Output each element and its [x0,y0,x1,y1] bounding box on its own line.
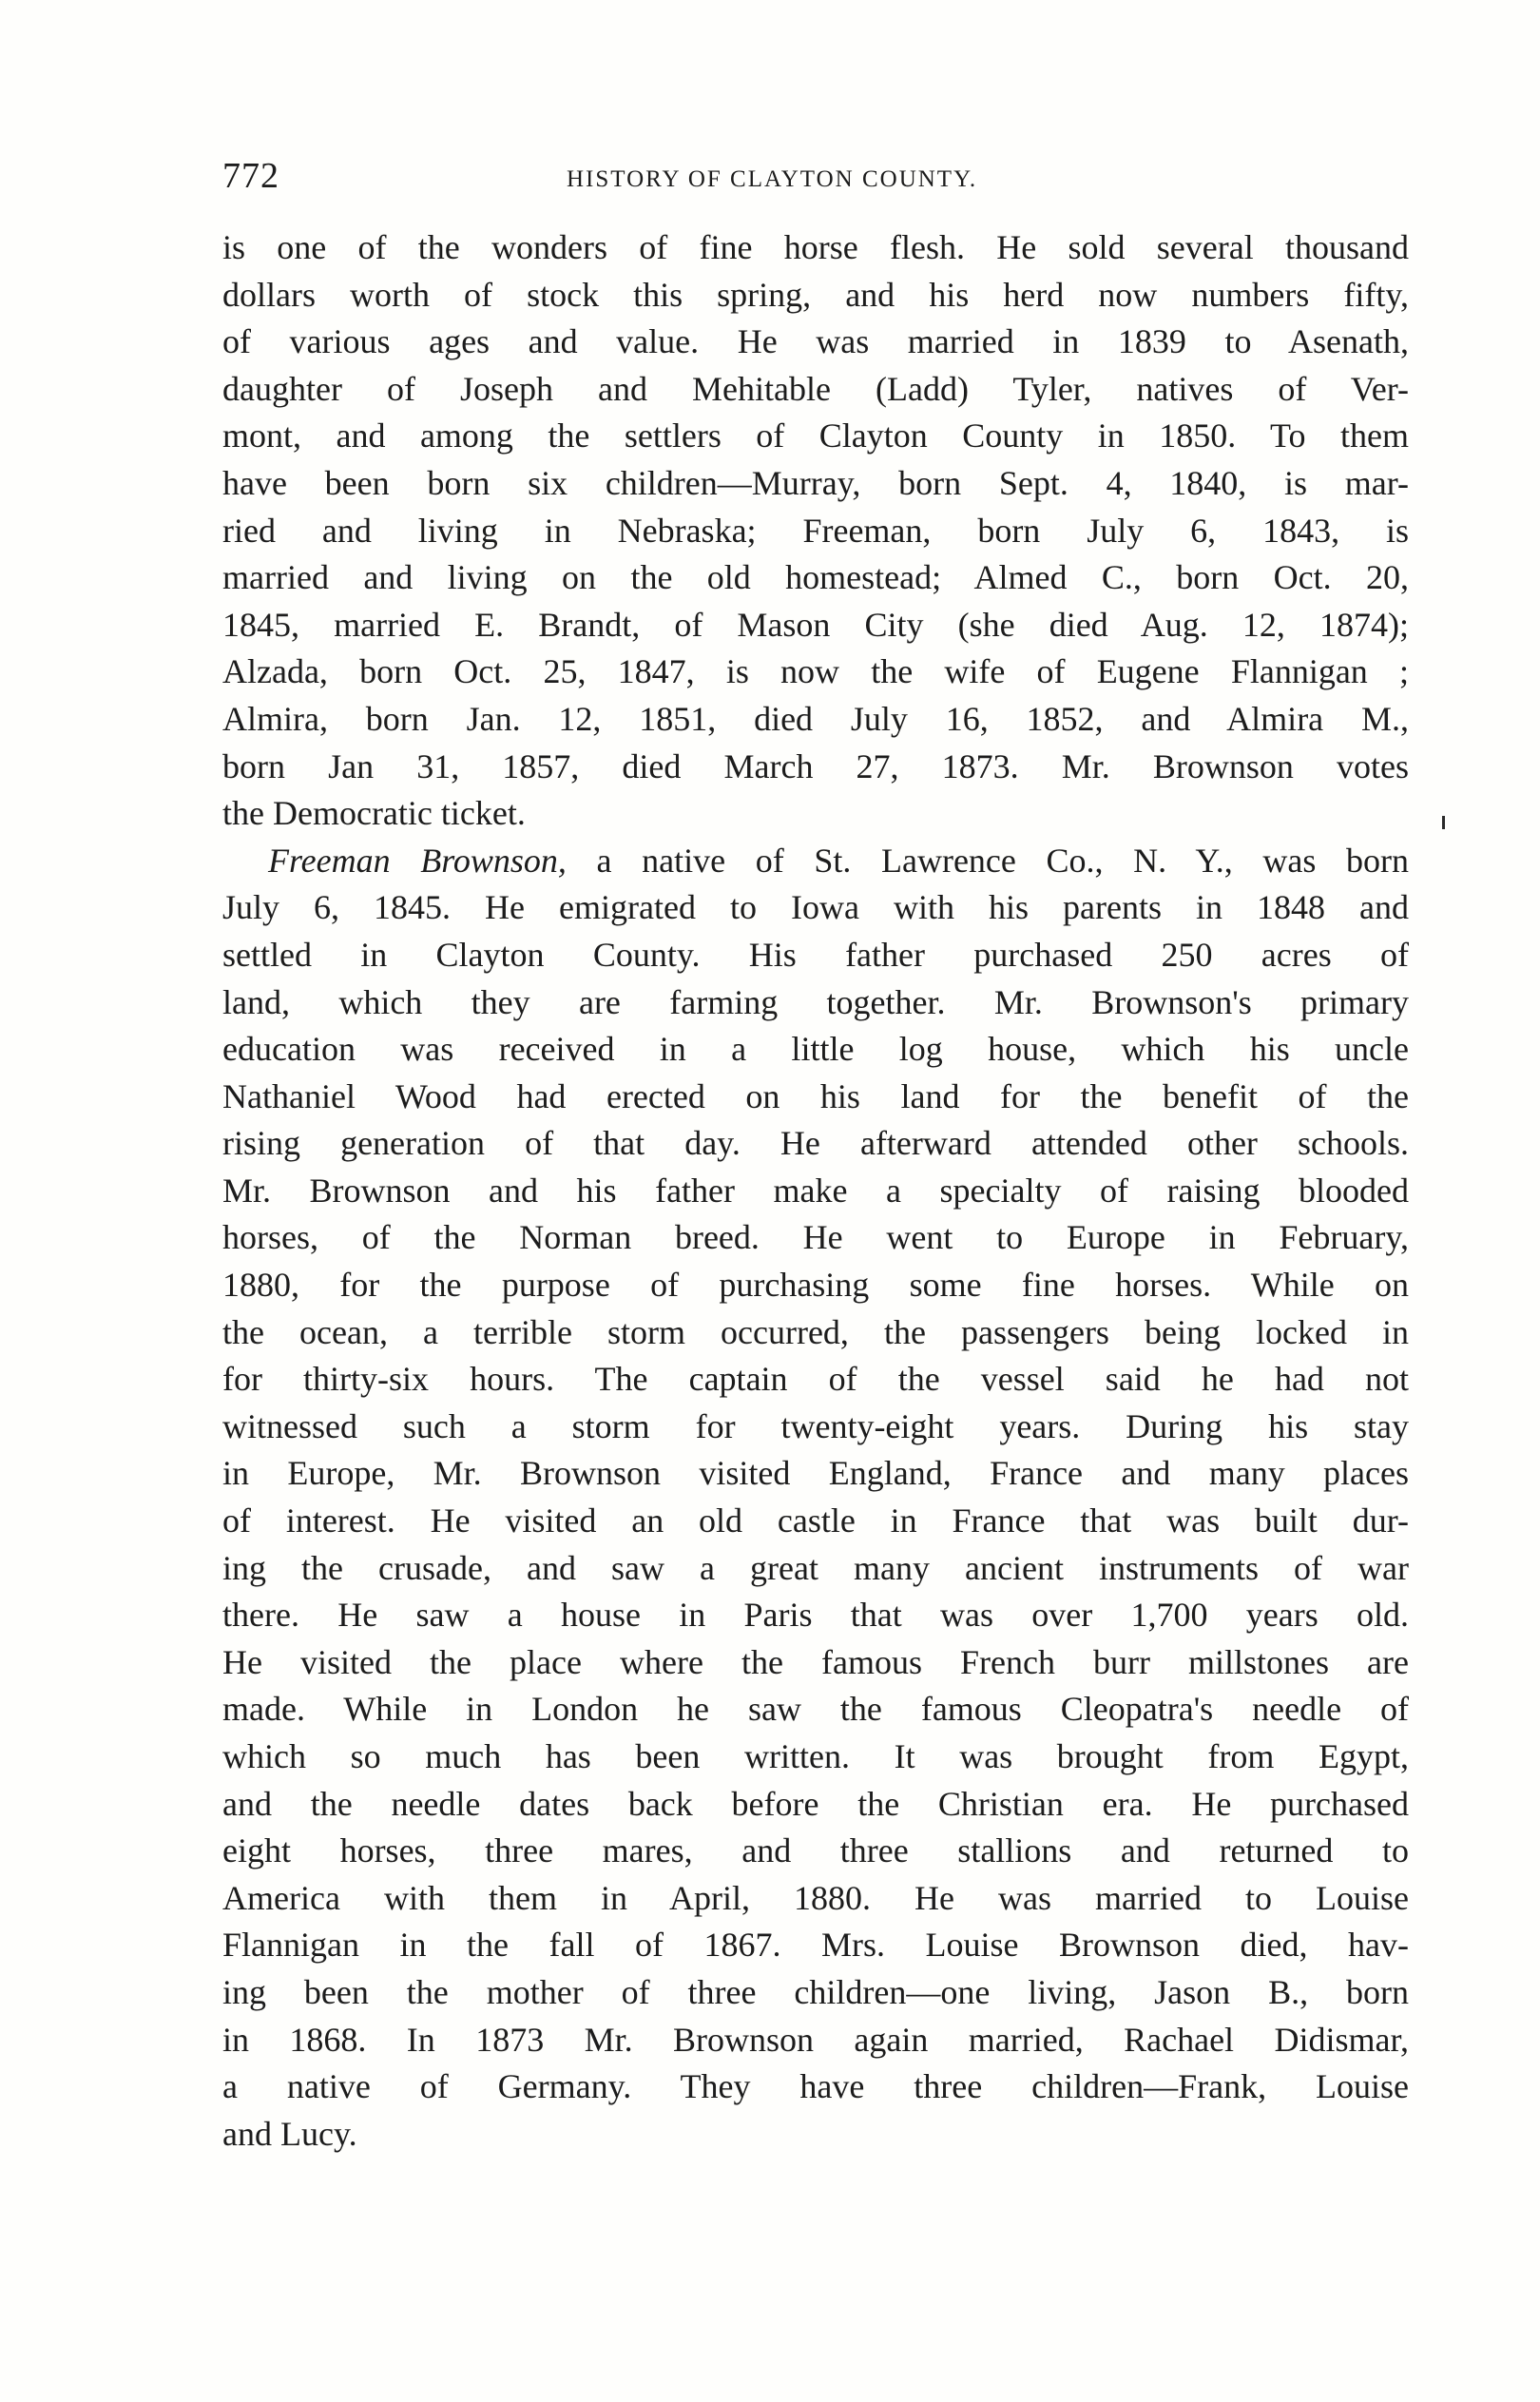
paragraph2-line: July 6, 1845. He emigrated to Iowa with his parents in 1848 and [222,888,1409,927]
paragraph2-line: there. He saw a house in Paris that was over 1,700 years old. [222,1596,1409,1635]
paragraph2-line: in Europe, Mr. Brownson visited England, France and many places [222,1454,1409,1493]
paragraph2-line: horses, of the Norman breed. He went to Europe in February, [222,1218,1409,1257]
paragraph1-line: Alzada, born Oct. 25, 1847, is now the wife of Eugene Flannigan ; [222,652,1409,691]
paragraph2-line: of interest. He visited an old castle in France that was built dur- [222,1501,1409,1540]
paragraph2-line: Flannigan in the fall of 1867. Mrs. Louise Brownson died, hav- [222,1926,1409,1965]
paragraph1-line: daughter of Joseph and Mehitable (Ladd) Tyler, natives of Ver- [222,369,1409,408]
paragraph1-line: Almira, born Jan. 12, 1851, died July 16, 1852, and Almira M., [222,699,1409,738]
paragraph2-line: Mr. Brownson and his father make a specialty of raising blooded [222,1171,1409,1210]
paragraph2-line: which so much has been written. It was brought from Egypt, [222,1737,1409,1775]
paragraph2-line: America with them in April, 1880. He was married to Louise [222,1878,1409,1917]
paragraph2-line: and the needle dates back before the Christian era. He purchased [222,1784,1409,1823]
paragraph2-line: the ocean, a terrible storm occurred, the passengers being locked in [222,1312,1409,1351]
paragraph2-first-line-text: a native of St. Lawrence Co., N. Y., was born [566,841,1409,880]
paragraph1-line: born Jan 31, 1857, died March 27, 1873. Mr. Brownson votes [222,746,1409,785]
paragraph2-line: settled in Clayton County. His father purchased 250 acres of [222,935,1409,974]
page-number: 772 [222,156,279,196]
paragraph2-line: made. While in London he saw the famous Cleopatra's needle of [222,1690,1409,1729]
paragraph1-line: have been born six children—Murray, born Sept. 4, 1840, is mar- [222,463,1409,502]
person-name-italic: Freeman Brownson, [268,841,567,880]
paragraph2-line: witnessed such a storm for twenty-eight years. During his stay [222,1406,1409,1445]
paragraph1-line: ried and living in Nebraska; Freeman, born July 6, 1843, is [222,511,1409,550]
page-header [222,155,1401,203]
paragraph2-line: for thirty-six hours. The captain of the vessel said he had not [222,1360,1409,1399]
paragraph1-line: dollars worth of stock this spring, and his herd now numbers fifty, [222,275,1409,314]
paragraph2-line: ing been the mother of three children—one living, Jason B., born [222,1972,1409,2011]
paragraph1-line: the Democratic ticket. [222,794,526,833]
paragraph2-line: Nathaniel Wood had erected on his land for the benefit of the [222,1076,1409,1115]
running-title: HISTORY OF CLAYTON COUNTY. [567,166,978,192]
body-text [222,224,1409,2158]
paragraph2-line: in 1868. In 1873 Mr. Brownson again married, Rachael Didismar, [222,2020,1409,2059]
paragraph2-line: eight horses, three mares, and three stallions and returned to [222,1831,1409,1870]
paragraph2-line: rising generation of that day. He afterward attended other schools. [222,1124,1409,1163]
paragraph2-line: and Lucy. [222,2114,357,2153]
paragraph2-line: land, which they are farming together. Mr. Brownson's primary [222,982,1409,1021]
paragraph2-line: 1880, for the purpose of purchasing some fine horses. While on [222,1266,1409,1305]
paragraph2-line: education was received in a little log house, which his uncle [222,1030,1409,1069]
paragraph1-line: is one of the wonders of fine horse flesh. He sold several thousand [222,228,1409,266]
paragraph2-first-line [222,838,1409,885]
paragraph1-line: of various ages and value. He was married in 1839 to Asenath, [222,322,1409,361]
paragraph2-line: He visited the place where the famous French burr millstones are [222,1642,1409,1681]
paragraph2-line: a native of Germany. They have three children—Frank, Louise [222,2067,1409,2106]
paragraph2-line: ing the crusade, and saw a great many ancient instruments of war [222,1548,1409,1587]
paragraph1-line: 1845, married E. Brandt, of Mason City (she died Aug. 12, 1874); [222,605,1409,644]
margin-mark [1442,816,1445,829]
paragraph1-line: married and living on the old homestead; Almed C., born Oct. 20, [222,558,1409,597]
paragraph1-line: mont, and among the settlers of Clayton County in 1850. To them [222,416,1409,455]
